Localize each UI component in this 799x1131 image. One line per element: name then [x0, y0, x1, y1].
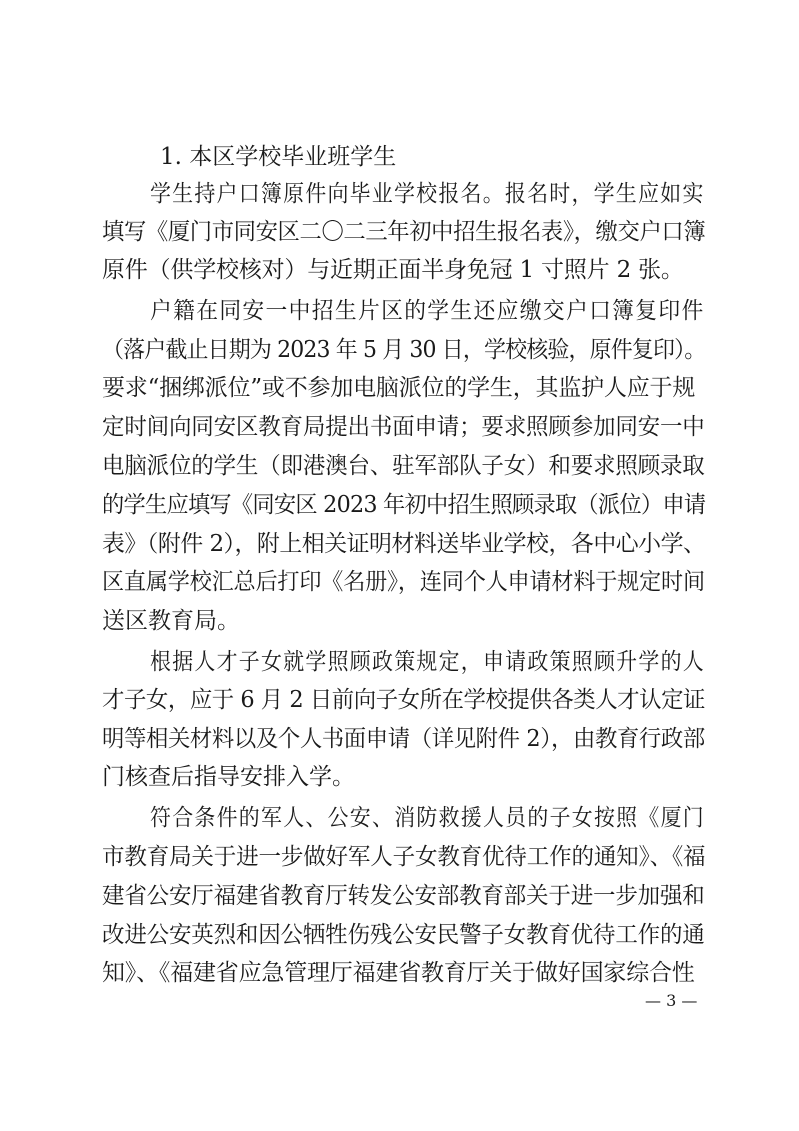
page-number: — 3 — [645, 991, 698, 1010]
paragraph-line: （落户截止日期为 2023 年 5 月 30 日，学校核验，原件复印）。 [102, 337, 706, 363]
paragraph-line: 学生持户口簿原件向毕业学校报名。报名时，学生应如实 [150, 181, 705, 207]
section-heading: 1. 本区学校毕业班学生 [160, 144, 397, 170]
paragraph-line: 填写《厦门市同安区二〇二三年初中招生报名表》，缴交户口簿 [102, 219, 706, 245]
paragraph-line: 市教育局关于进一步做好军人子女教育优待工作的通知》、《福 [102, 844, 706, 870]
paragraph-line: 才子女，应于 6 月 2 日前向子女所在学校提供各类人才认定证 [102, 687, 705, 713]
paragraph-line: 区直属学校汇总后打印《名册》，连同个人申请材料于规定时间 [102, 569, 705, 595]
paragraph-line: 户籍在同安一中招生片区的学生还应缴交户口簿复印件 [150, 298, 705, 324]
paragraph-line: 原件（供学校核对）与近期正面半身免冠 1 寸照片 2 张。 [102, 257, 684, 283]
paragraph-line: 定时间向同安区教育局提出书面申请；要求照顾参加同安一中 [102, 414, 705, 440]
paragraph-line: 电脑派位的学生（即港澳台、驻军部队子女）和要求照顾录取 [102, 453, 705, 479]
paragraph-line: 根据人才子女就学照顾政策规定，申请政策照顾升学的人 [150, 649, 705, 675]
paragraph-line: 门核查后指导安排入学。 [102, 764, 355, 790]
paragraph-line: 送区教育局。 [102, 608, 240, 634]
paragraph-line: 要求“捆绑派位”或不参加电脑派位的学生，其监护人应于规 [102, 375, 696, 401]
paragraph-line: 改进公安英烈和因公牺牲伤残公安民警子女教育优待工作的通 [102, 922, 705, 948]
paragraph-line: 知》、《福建省应急管理厅福建省教育厅关于做好国家综合性 [102, 960, 695, 986]
paragraph-line: 表》（附件 2），附上相关证明材料送毕业学校，各中心小学、 [102, 531, 706, 557]
paragraph-line: 明等相关材料以及个人书面申请（详见附件 2），由教育行政部 [102, 726, 705, 752]
paragraph-line: 建省公安厅福建省教育厅转发公安部教育部关于进一步加强和 [102, 883, 705, 909]
paragraph-line: 的学生应填写《同安区 2023 年初中招生照顾录取（派位）申请 [102, 492, 706, 518]
paragraph-line: 符合条件的军人、公安、消防救援人员的子女按照《厦门 [150, 805, 705, 831]
